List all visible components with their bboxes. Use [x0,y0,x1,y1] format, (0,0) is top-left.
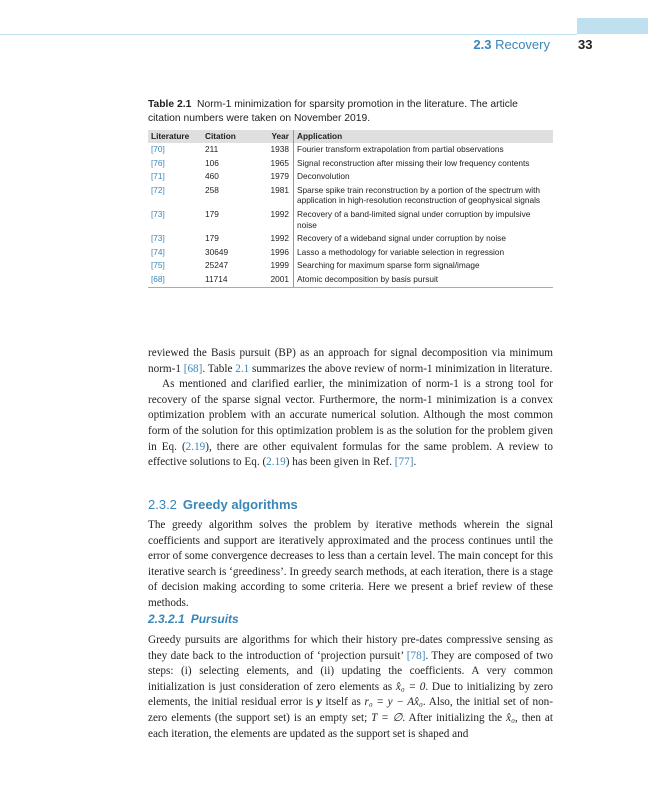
text-run: . Also, the initial set of non-zero elements (the support set) is an empty set; [148,696,553,724]
subsection-number: 2.3.2.1 [148,612,185,626]
table-row [148,259,553,273]
application-cell: Fourier transform extrapolation from partial observations [294,143,554,157]
math-expression: y [316,696,322,709]
col-year: Year [271,131,289,141]
citation-count-cell: 106 [205,157,219,168]
text-run: , then at each iteration, the elements are updated as the support set is shaped and [148,711,553,740]
application-cell: Recovery of a band-limited signal under corruption by impulsive noise [294,208,554,232]
body-text-pursuits [148,633,553,742]
citation-count-cell: 25247 [205,260,229,271]
equation-link[interactable]: 2.19 [266,456,286,469]
section-number: 2.3.2 [148,497,177,512]
table-row [148,208,553,232]
citation-count-cell: 179 [205,233,219,244]
year-cell: 1938 [270,144,289,154]
citation-link[interactable]: [78] [406,649,426,662]
literature-ref-cell[interactable]: [72] [151,184,165,195]
application-cell: Lasso a methodology for variable selection in regression [294,246,554,260]
subsection-heading [148,612,239,626]
body-text-upper [148,346,553,471]
paragraph-bp [148,346,553,377]
table-row [148,143,553,157]
citation-count-cell: 30649 [205,246,229,257]
page-number: 33 [578,37,593,52]
citation-count-cell: 258 [205,184,219,195]
text-run: . Table [202,362,236,375]
table-header-row [148,130,553,143]
text-run: . After initializing the [402,711,507,724]
section-heading [148,497,298,512]
text-run: . They are composed of two steps: (i) selecting elements, and (ii) updating the coefficients. A very common initialization is just consideration of zero elements as [148,649,553,693]
header-rule [0,34,577,35]
application-cell: Searching for maximum sparse form signal/image [294,259,554,273]
text-run: . Due to initializing by zero elements, the initial residual error is [148,680,554,709]
math-expression: x̂₀ [506,711,515,724]
text-run: itself as [321,696,365,709]
year-cell: 1979 [270,171,289,182]
paragraph-greedy: The greedy algorithm solves the problem by iterative methods wherein the signal coefficients and support are iteratively approximated and the process continues until the error of some convergence decreases to less than a certain level. The main concept for this iterative search is ‘greediness’. In greedy search methods, at each iteration, there is a stage of decision making according to some criteria. Here we present a brief review of these methods. [148,519,553,609]
citation-link[interactable]: [68] [183,362,203,375]
application-cell: Deconvolution [294,170,554,184]
year-cell: 1981 [270,184,289,195]
application-cell: Recovery of a wideband signal under corruption by noise [294,232,554,246]
year-cell: 1965 [270,157,289,168]
header-tab-block [577,18,648,34]
table-caption [148,98,553,126]
literature-ref-cell[interactable]: [71] [151,171,165,182]
math-expression: r₀ = y − Ax̂₀ [364,696,423,709]
text-run: . [413,456,417,469]
application-cell: Signal reconstruction after missing their low frequency contents [294,157,554,171]
table-caption-label: Table 2.1 [148,99,192,110]
year-cell: 2001 [250,273,294,287]
col-application: Application [294,130,554,143]
year-cell: 1996 [270,246,289,257]
running-head [473,37,550,52]
paragraph-pursuits [148,633,553,742]
table-caption-text: Norm-1 minimization for sparsity promotion in the literature. The article citation numbers were taken on November 2019. [148,99,518,124]
body-text-greedy [148,518,553,612]
citation-count-cell: 179 [205,208,219,219]
table-row [148,170,553,184]
literature-ref-cell[interactable]: [70] [151,144,165,154]
subsection-title: Pursuits [190,612,239,626]
text-run: As mentioned and clarified earlier, the minimization of norm-1 is a strong tool for recovery of the sparse signal vector. Furthermore, the norm-1 minimization is a convex optimization problem with an accurate numerical solution. Although the most common form of the solution for this optimization problem is as the solution for the problem given in Eq. ( [148,378,553,453]
literature-ref-cell[interactable]: [73] [151,208,165,219]
table-row [148,246,553,260]
equation-link[interactable]: 2.19 [185,440,206,453]
citation-link[interactable]: [77] [394,456,414,469]
math-expression: x̂₀ = 0 [395,680,426,693]
literature-table [148,130,553,288]
citation-count-cell: 11714 [202,273,250,287]
text-run: summarizes the above review of norm-1 minimization in literature. [249,362,553,375]
literature-ref-cell[interactable]: [73] [151,233,165,244]
paragraph-norm1 [148,377,553,471]
table-link[interactable]: 2.1 [235,362,250,375]
text-run: Greedy pursuits are algorithms for which their history pre-dates compressive sensing as they date back to the introduction of ‘projection pursuit’ [148,634,553,662]
literature-ref-cell[interactable]: [68] [148,273,202,287]
text-run: ), there are other equivalent formulas for the same problem. A review to effective solutions to Eq. ( [148,440,553,469]
table-row [148,232,553,246]
application-cell: Atomic decomposition by basis pursuit [294,273,554,287]
section-title: Greedy algorithms [182,497,298,512]
year-cell: 1992 [270,208,289,219]
text-run: ) has been given in Ref. [285,456,395,469]
col-citation: Citation [205,131,236,141]
application-cell: Sparse spike train reconstruction by a portion of the spectrum with application in high-resolution reconstruction of geophysical signals [294,184,554,208]
citation-count-cell: 211 [205,144,219,154]
table-row [148,273,553,287]
literature-ref-cell[interactable]: [74] [151,246,165,257]
table-row [148,184,553,208]
running-head-number: 2.3 [473,37,492,52]
col-literature: Literature [151,131,190,141]
table-row [148,157,553,171]
year-cell: 1992 [270,233,289,244]
table-2-1 [148,98,553,288]
math-expression: T = ∅ [371,711,403,724]
literature-ref-cell[interactable]: [76] [151,157,165,168]
running-head-title: Recovery [495,37,550,52]
citation-count-cell: 460 [205,171,219,182]
literature-ref-cell[interactable]: [75] [151,260,165,271]
text-run: reviewed the Basis pursuit (BP) as an approach for signal decomposition via minimum norm-1 [148,347,553,375]
year-cell: 1999 [270,260,289,271]
